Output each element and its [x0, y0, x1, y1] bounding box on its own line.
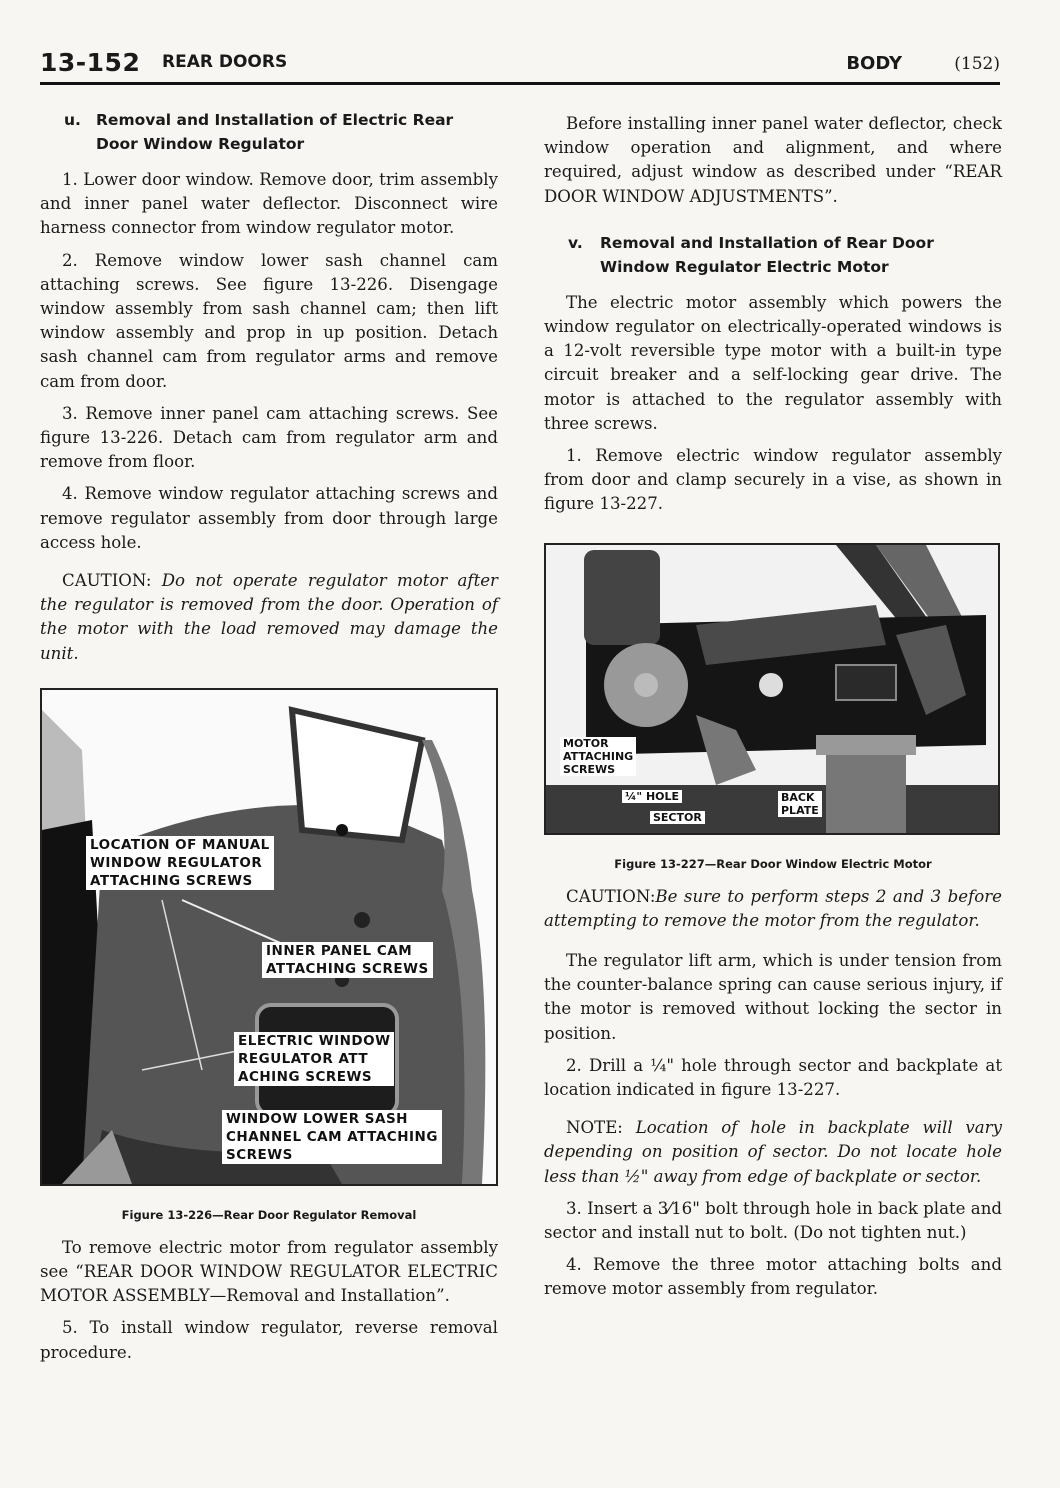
chapter-title: BODY	[846, 53, 902, 74]
page-number: 13-152	[40, 48, 141, 77]
motor-photo-illustration	[546, 545, 998, 833]
label-line: ELECTRIC WINDOW	[238, 1032, 391, 1049]
label-sash-cam-screws	[222, 1110, 442, 1164]
right-column	[544, 112, 1002, 1310]
label-line: MOTOR	[563, 736, 609, 750]
description-paragraph: The electric motor assembly which powers the window regulator on electrically-operated windows is a 12-volt reversible type motor with a built-in type circuit breaker and a self-locking gear drive. The motor is attached to the regulator assembly with three screws.	[544, 292, 1002, 433]
label-sector: SECTOR	[650, 811, 705, 824]
intro-paragraph: Before installing inner panel water deflector, check window operation and alignment, and where required, adjust window as described under “REAR DOOR WINDOW ADJUSTMENTS”.	[544, 114, 1002, 206]
caution-label: CAUTION:	[62, 571, 152, 591]
step-paragraph: 5. To install window regulator, reverse removal procedure.	[40, 1318, 498, 1362]
figure-13-227	[544, 543, 1000, 835]
label-line: CHANNEL CAM ATTACHING	[226, 1128, 438, 1145]
caution-label: CAUTION:	[566, 886, 656, 906]
label-line: ATTACHING SCREWS	[266, 960, 429, 977]
left-column	[40, 108, 498, 1373]
page-header	[40, 48, 1000, 85]
label-line: WINDOW REGULATOR	[90, 854, 263, 871]
step-paragraph: 4. Remove the three motor attaching bolts and remove motor assembly from regulator.	[544, 1255, 1002, 1299]
step-paragraph: 2. Remove window lower sash channel cam attaching screws. See figure 13-226. Disengage window assembly from sash channel cam; then lift window assembly and prop in up position. Detach sash channel cam from regulator arms and remove cam from door.	[40, 250, 498, 391]
step-paragraph: 1. Remove electric window regulator assembly from door and clamp securely in a vise, as shown in figure 13-227.	[544, 446, 1002, 514]
caution-paragraph	[544, 885, 1002, 933]
section-letter: u.	[64, 111, 81, 129]
label-line: SCREWS	[563, 762, 616, 776]
note-label: NOTE:	[566, 1118, 623, 1138]
label-line: WINDOW LOWER SASH	[226, 1110, 408, 1127]
step-paragraph: 2. Drill a ¼" hole through sector and backplate at location indicated in figure 13-227.	[544, 1055, 1002, 1100]
step-paragraph: 3. Insert a 3⁄16" bolt through hole in back plate and sector and install nut to bolt. (Do not tighten nut.)	[544, 1198, 1002, 1243]
section-heading-u	[40, 108, 498, 156]
caution-text: Do not operate regulator motor after the regulator is removed from the door. Operation of the motor with the load removed may damage the unit.	[40, 571, 498, 663]
label-line: PLATE	[781, 803, 819, 817]
caution-text: Be sure to perform steps 2 and 3 before attempting to remove the motor from the regulator.	[544, 886, 1002, 930]
section-heading-text: Removal and Installation of Electric Rear Door Window Regulator	[96, 111, 454, 153]
step-paragraph: 3. Remove inner panel cam attaching screws. See figure 13-226. Detach cam from regulator arm and remove from floor.	[40, 403, 498, 472]
note-paragraph	[544, 1116, 1002, 1189]
label-line: ATTACHING SCREWS	[90, 872, 253, 889]
label-line: INNER PANEL CAM	[266, 942, 413, 959]
label-quarter-hole: ¼" HOLE	[622, 790, 682, 803]
figure-13-226	[40, 688, 498, 1186]
figure-caption: Figure 13-226—Rear Door Regulator Removal	[121, 1207, 417, 1222]
section-title: REAR DOORS	[162, 52, 288, 72]
page-ref: (152)	[954, 54, 1000, 74]
reference-paragraph: To remove electric motor from regulator assembly see “REAR DOOR WINDOW REGULATOR ELECTRIC MOTOR ASSEMBLY—Removal and Installation”.	[40, 1237, 498, 1306]
label-line: LOCATION OF MANUAL	[90, 836, 270, 853]
label-line: SCREWS	[226, 1146, 293, 1163]
section-heading-text: Removal and Installation of Rear Door Window Regulator Electric Motor	[600, 233, 934, 276]
label-line: ATTACHING	[563, 749, 634, 763]
section-heading-v	[544, 231, 1002, 279]
warning-paragraph: The regulator lift arm, which is under tension from the counter-balance spring can cause serious injury, if the motor is removed without locking the sector in position.	[544, 951, 1002, 1043]
label-line: BACK	[781, 790, 815, 804]
label-line: REGULATOR ATT	[238, 1050, 369, 1067]
label-electric-regulator-screws	[234, 1032, 394, 1086]
label-line: ACHING SCREWS	[238, 1068, 373, 1085]
label-manual-regulator-screws	[86, 836, 274, 890]
label-inner-panel-cam-screws	[262, 942, 433, 978]
step-paragraph: 1. Lower door window. Remove door, trim assembly and inner panel water deflector. Disconnect wire harness connector from window regulator motor.	[40, 170, 498, 238]
note-text: Location of hole in backplate will vary depending on position of sector. Do not locate hole less than ½" away from edge of backplate or sector.	[544, 1118, 1002, 1186]
label-motor-attaching-screws	[560, 737, 636, 776]
figure-caption: Figure 13-227—Rear Door Window Electric Motor	[614, 856, 932, 871]
section-letter: v.	[568, 233, 583, 252]
label-back-plate	[778, 791, 822, 817]
caution-paragraph	[40, 569, 498, 666]
step-paragraph: 4. Remove window regulator attaching screws and remove regulator assembly from door through large access hole.	[40, 484, 498, 552]
